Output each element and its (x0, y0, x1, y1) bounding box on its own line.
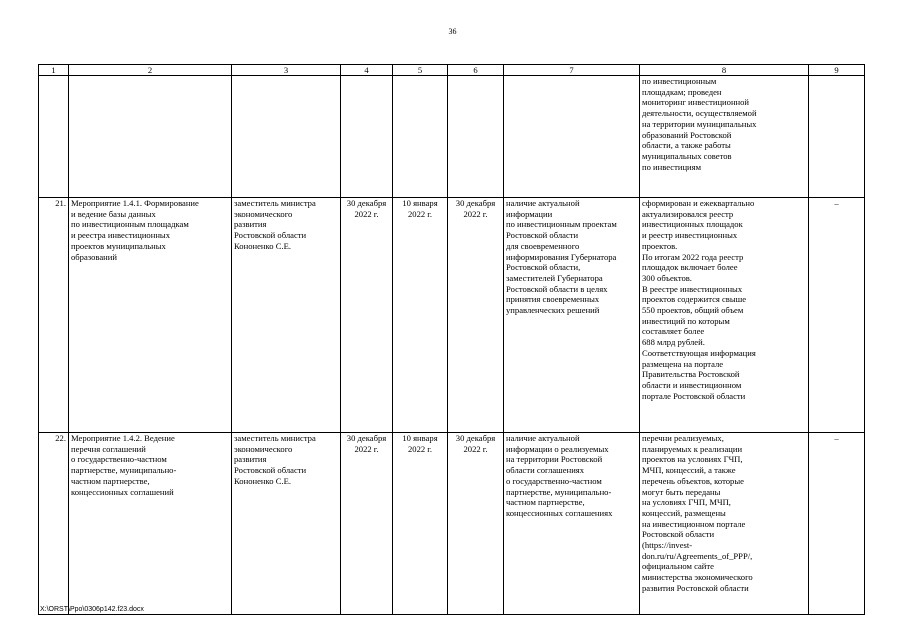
col-header-3: 3 (232, 65, 341, 76)
text-line: В реестре инвестиционных (642, 283, 743, 294)
text-line: экономического (234, 443, 293, 454)
text-line: сформирован и ежеквартально (642, 198, 755, 208)
text-line: don.ru/ru/Agreements_of_PPP/, (642, 550, 753, 561)
text-line: (https://invest- (642, 540, 693, 551)
text-line: актуализировался реестр (642, 208, 734, 219)
date-cell-4 (341, 433, 393, 615)
expected-result-cell (504, 433, 640, 615)
text-line: Ростовской области, (506, 262, 581, 273)
col-header-4: 4 (341, 65, 393, 76)
text-line: деятельности, осуществляемой (642, 108, 757, 119)
text-line: 550 проектов, общий объем (642, 305, 744, 316)
text-line: 2022 г. (407, 208, 433, 219)
col-header-6: 6 (448, 65, 504, 76)
text-line: 30 декабря (346, 433, 387, 443)
text-line: министерства экономического (642, 572, 753, 583)
text-line: могут быть переданы (642, 486, 721, 497)
text-line: и реестра инвестиционных (71, 230, 170, 241)
text-line: Мероприятие 1.4.1. Формирование (71, 198, 199, 208)
date-cell-5 (393, 198, 448, 433)
text-line: по инвестиционным (642, 76, 717, 86)
text-line: портале Ростовской области (642, 390, 746, 401)
text-line: принятия своевременных (506, 294, 600, 305)
row-number: 21. (39, 198, 69, 433)
header-row (39, 65, 865, 76)
text-line: 2022 г. (463, 208, 488, 219)
text-line: размещена на портале (642, 358, 724, 369)
text-line: концессионных соглашений (71, 486, 174, 497)
continuation-row (39, 76, 865, 198)
text-line: 2022 г. (354, 208, 379, 219)
text-line: частном партнерстве, (506, 497, 585, 508)
text-line: и ведение базы данных (71, 208, 156, 219)
text-line: 30 декабря (455, 198, 496, 208)
text-line: перечни реализуемых, (642, 433, 724, 443)
text-line: на инвестиционном портале (642, 518, 746, 529)
text-line: инвестиционных площадок (642, 219, 743, 230)
responsible-cell (232, 433, 341, 615)
text-line: составляет более (642, 326, 705, 337)
text-line: области соглашениях (506, 465, 585, 476)
text-line: площадок включает более (642, 262, 738, 273)
text-line: для своевременного (506, 240, 580, 251)
text-line: заместителей Губернатора (506, 272, 603, 283)
file-path-footer: X:\ORST\Ppo\0306p142.f23.docx (40, 606, 144, 613)
row-number: 22. (39, 433, 69, 615)
actual-result-cell (640, 433, 809, 615)
text-line: развития (234, 454, 267, 465)
date-cell-5 (393, 433, 448, 615)
note-cell: – (809, 433, 865, 615)
text-line: Ростовской области (506, 230, 579, 241)
text-line: проектов на условиях ГЧП, (642, 454, 743, 465)
text-line: 300 объектов. (642, 272, 692, 283)
text-line: о государственно-частном (506, 475, 602, 486)
text-line: частном партнерстве, (71, 475, 150, 486)
expected-result-cell (504, 198, 640, 433)
text-line: образований (71, 251, 117, 262)
text-line: Кононенко С.Е. (234, 475, 291, 486)
date-cell-6 (448, 433, 504, 615)
text-line: проектов. (642, 240, 678, 251)
text-line: наличие актуальной (506, 198, 580, 208)
date-cell-4 (341, 198, 393, 433)
text-line: Правительства Ростовской (642, 369, 740, 380)
text-line: области и инвестиционном (642, 379, 742, 390)
text-line: по инвестиционным проектам (506, 219, 617, 230)
text-line: перечня соглашений (71, 443, 146, 454)
table-row (39, 433, 865, 615)
text-line: МЧП, концессий, а также (642, 465, 736, 476)
report-table (38, 64, 865, 615)
text-line: Ростовской области (642, 529, 715, 540)
text-line: информации о реализуемых (506, 443, 609, 454)
event-cell (69, 433, 232, 615)
text-line: на территории муниципальных (642, 118, 757, 129)
text-line: области, а также работы (642, 140, 731, 151)
col-header-9: 9 (809, 65, 865, 76)
text-line: площадкам; проведен (642, 86, 722, 97)
text-line: проектов содержится свыше (642, 294, 747, 305)
text-line: партнерстве, муниципально- (506, 486, 612, 497)
text-line: на условиях ГЧП, МЧП, (642, 497, 731, 508)
text-line: образований Ростовской (642, 129, 732, 140)
actual-result-cell (640, 198, 809, 433)
text-line: 2022 г. (354, 443, 379, 454)
note-cell: – (809, 198, 865, 433)
col-header-8: 8 (640, 65, 809, 76)
text-line: По итогам 2022 года реестр (642, 251, 744, 262)
text-line: планируемых к реализации (642, 443, 743, 454)
date-cell-6 (448, 198, 504, 433)
text-line: по инвестициям (642, 161, 702, 172)
text-line: на территории Ростовской (506, 454, 603, 465)
event-cell (69, 198, 232, 433)
text-line: перечень объектов, которые (642, 475, 744, 486)
text-line: официальном сайте (642, 561, 714, 572)
text-line: концессионных соглашениях (506, 507, 613, 518)
text-line: Мероприятие 1.4.2. Ведение (71, 433, 175, 443)
continuation-result (640, 76, 809, 198)
text-line: партнерстве, муниципально- (71, 465, 177, 476)
text-line: развития (234, 219, 267, 230)
text-line: Соответствующая информация (642, 347, 756, 358)
text-line: по инвестиционным площадкам (71, 219, 189, 230)
text-line: проектов муниципальных (71, 240, 166, 251)
responsible-cell (232, 198, 341, 433)
col-header-7: 7 (504, 65, 640, 76)
text-line: инвестиций по которым (642, 315, 730, 326)
col-header-5: 5 (393, 65, 448, 76)
table-row (39, 198, 865, 433)
text-line: информации (506, 208, 553, 219)
text-line: 10 января (402, 198, 438, 208)
text-line: 2022 г. (463, 443, 488, 454)
col-header-2: 2 (69, 65, 232, 76)
text-line: заместитель министра (234, 433, 316, 443)
text-line: Ростовской области (234, 230, 307, 241)
text-line: о государственно-частном (71, 454, 167, 465)
text-line: наличие актуальной (506, 433, 580, 443)
text-line: 688 млрд рублей. (642, 337, 705, 348)
text-line: 10 января (402, 433, 438, 443)
text-line: заместитель министра (234, 198, 316, 208)
text-line: Ростовской области (234, 465, 307, 476)
text-line: концессий, размещены (642, 507, 726, 518)
text-line: информирования Губернатора (506, 251, 617, 262)
text-line: 30 декабря (346, 198, 387, 208)
text-line: и реестр инвестиционных (642, 230, 738, 241)
text-line: муниципальных советов (642, 150, 732, 161)
text-line: 2022 г. (407, 443, 433, 454)
text-line: Ростовской области в целях (506, 283, 608, 294)
text-line: экономического (234, 208, 293, 219)
text-line: мониторинг инвестиционной (642, 97, 750, 108)
text-line: развития Ростовской области (642, 582, 749, 593)
text-line: 30 декабря (455, 433, 496, 443)
col-header-1: 1 (39, 65, 69, 76)
text-line: Кононенко С.Е. (234, 240, 291, 251)
text-line: управленческих решений (506, 305, 600, 316)
page-number: 36 (448, 27, 457, 36)
